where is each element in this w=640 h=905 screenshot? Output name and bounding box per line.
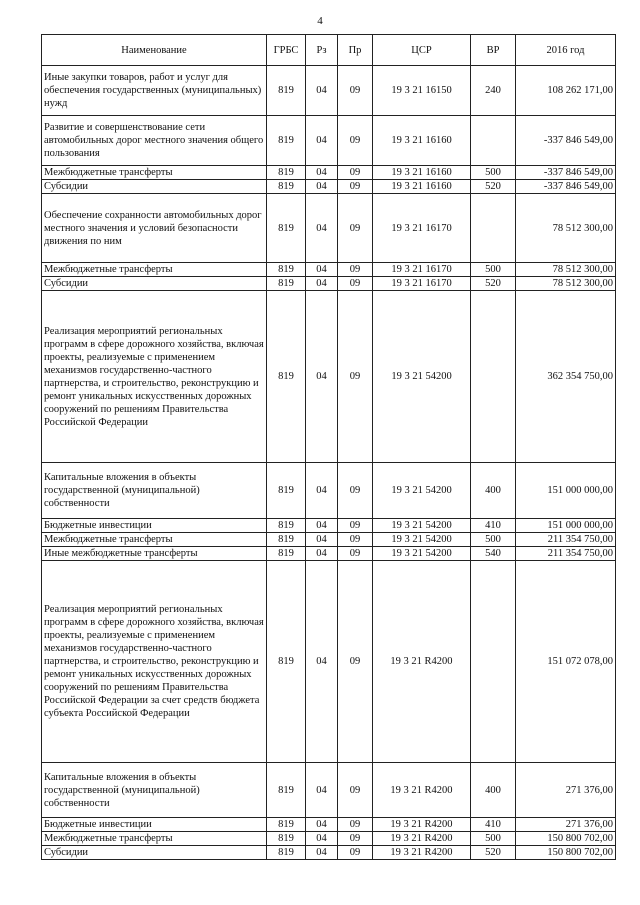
cell-csr: 19 3 21 16160 bbox=[373, 180, 471, 194]
cell-vr: 410 bbox=[471, 519, 516, 533]
cell-name: Обеспечение сохранности автомобильных дорог местного значения и условий безопасности движения по ним bbox=[42, 194, 267, 263]
cell-rz: 04 bbox=[306, 291, 338, 463]
cell-amount: 151 000 000,00 bbox=[516, 463, 616, 519]
cell-name: Бюджетные инвестиции bbox=[42, 519, 267, 533]
budget-table bbox=[41, 34, 616, 860]
cell-amount: 362 354 750,00 bbox=[516, 291, 616, 463]
cell-name: Субсидии bbox=[42, 846, 267, 860]
cell-vr: 500 bbox=[471, 263, 516, 277]
cell-amount: -337 846 549,00 bbox=[516, 180, 616, 194]
cell-csr: 19 3 21 54200 bbox=[373, 519, 471, 533]
cell-pr: 09 bbox=[338, 66, 373, 116]
cell-pr: 09 bbox=[338, 291, 373, 463]
cell-amount: 211 354 750,00 bbox=[516, 547, 616, 561]
cell-grbs: 819 bbox=[267, 561, 306, 763]
cell-vr bbox=[471, 116, 516, 166]
cell-name: Иные закупки товаров, работ и услуг для обеспечения государственных (муниципальных) нужд bbox=[42, 66, 267, 116]
cell-vr bbox=[471, 291, 516, 463]
cell-name: Субсидии bbox=[42, 277, 267, 291]
cell-grbs: 819 bbox=[267, 291, 306, 463]
table-row bbox=[42, 194, 616, 263]
page-number: 4 bbox=[317, 15, 323, 27]
table-row bbox=[42, 463, 616, 519]
cell-vr: 520 bbox=[471, 846, 516, 860]
cell-name: Бюджетные инвестиции bbox=[42, 818, 267, 832]
cell-pr: 09 bbox=[338, 846, 373, 860]
cell-amount: 150 800 702,00 bbox=[516, 832, 616, 846]
cell-pr: 09 bbox=[338, 561, 373, 763]
cell-name: Капитальные вложения в объекты государственной (муниципальной) собственности bbox=[42, 763, 267, 818]
cell-rz: 04 bbox=[306, 763, 338, 818]
header-pr: Пр bbox=[338, 35, 373, 66]
cell-csr: 19 3 21 R4200 bbox=[373, 846, 471, 860]
cell-csr: 19 3 21 54200 bbox=[373, 291, 471, 463]
cell-csr: 19 3 21 16170 bbox=[373, 263, 471, 277]
cell-pr: 09 bbox=[338, 180, 373, 194]
cell-csr: 19 3 21 16160 bbox=[373, 116, 471, 166]
cell-name: Межбюджетные трансферты bbox=[42, 832, 267, 846]
cell-csr: 19 3 21 16150 bbox=[373, 66, 471, 116]
table-row bbox=[42, 116, 616, 166]
cell-rz: 04 bbox=[306, 66, 338, 116]
table-row bbox=[42, 561, 616, 763]
cell-rz: 04 bbox=[306, 277, 338, 291]
cell-csr: 19 3 21 R4200 bbox=[373, 832, 471, 846]
cell-name: Межбюджетные трансферты bbox=[42, 533, 267, 547]
cell-pr: 09 bbox=[338, 116, 373, 166]
cell-pr: 09 bbox=[338, 533, 373, 547]
cell-grbs: 819 bbox=[267, 846, 306, 860]
table-row bbox=[42, 846, 616, 860]
cell-csr: 19 3 21 54200 bbox=[373, 533, 471, 547]
table-row bbox=[42, 832, 616, 846]
cell-csr: 19 3 21 16170 bbox=[373, 194, 471, 263]
header-rz: Рз bbox=[306, 35, 338, 66]
cell-vr: 520 bbox=[471, 277, 516, 291]
cell-pr: 09 bbox=[338, 818, 373, 832]
header-year: 2016 год bbox=[516, 35, 616, 66]
header-vr: ВР bbox=[471, 35, 516, 66]
cell-grbs: 819 bbox=[267, 818, 306, 832]
cell-grbs: 819 bbox=[267, 166, 306, 180]
cell-name: Межбюджетные трансферты bbox=[42, 166, 267, 180]
cell-rz: 04 bbox=[306, 180, 338, 194]
cell-amount: 150 800 702,00 bbox=[516, 846, 616, 860]
cell-grbs: 819 bbox=[267, 180, 306, 194]
cell-grbs: 819 bbox=[267, 263, 306, 277]
cell-vr: 500 bbox=[471, 166, 516, 180]
table-row bbox=[42, 277, 616, 291]
cell-vr bbox=[471, 194, 516, 263]
table-row bbox=[42, 66, 616, 116]
header-grbs: ГРБС bbox=[267, 35, 306, 66]
table-row bbox=[42, 519, 616, 533]
table-row bbox=[42, 533, 616, 547]
table-header-row bbox=[42, 35, 616, 66]
cell-grbs: 819 bbox=[267, 533, 306, 547]
cell-vr: 400 bbox=[471, 763, 516, 818]
table-row bbox=[42, 263, 616, 277]
header-name: Наименование bbox=[42, 35, 267, 66]
cell-vr: 500 bbox=[471, 533, 516, 547]
cell-name: Субсидии bbox=[42, 180, 267, 194]
cell-rz: 04 bbox=[306, 818, 338, 832]
cell-amount: 78 512 300,00 bbox=[516, 194, 616, 263]
cell-csr: 19 3 21 54200 bbox=[373, 463, 471, 519]
cell-pr: 09 bbox=[338, 277, 373, 291]
cell-rz: 04 bbox=[306, 166, 338, 180]
table-row bbox=[42, 818, 616, 832]
cell-pr: 09 bbox=[338, 166, 373, 180]
cell-csr: 19 3 21 R4200 bbox=[373, 818, 471, 832]
cell-name: Иные межбюджетные трансферты bbox=[42, 547, 267, 561]
cell-rz: 04 bbox=[306, 846, 338, 860]
cell-pr: 09 bbox=[338, 263, 373, 277]
cell-pr: 09 bbox=[338, 763, 373, 818]
cell-vr: 400 bbox=[471, 463, 516, 519]
table-row bbox=[42, 166, 616, 180]
cell-csr: 19 3 21 R4200 bbox=[373, 763, 471, 818]
cell-amount: 78 512 300,00 bbox=[516, 263, 616, 277]
cell-name: Реализация мероприятий региональных программ в сфере дорожного хозяйства, включая проекты, реализуемые с применением механизмов государственно-частного партнерства, и строительство, реконструкцию и ремонт уникальных искусственных дорожных сооружений по решениям Правительства Российской Федерации bbox=[42, 291, 267, 463]
cell-rz: 04 bbox=[306, 519, 338, 533]
cell-amount: 108 262 171,00 bbox=[516, 66, 616, 116]
cell-rz: 04 bbox=[306, 263, 338, 277]
cell-name: Развитие и совершенствование сети автомобильных дорог местного значения общего пользования bbox=[42, 116, 267, 166]
cell-pr: 09 bbox=[338, 832, 373, 846]
cell-rz: 04 bbox=[306, 533, 338, 547]
cell-grbs: 819 bbox=[267, 463, 306, 519]
cell-csr: 19 3 21 16170 bbox=[373, 277, 471, 291]
cell-rz: 04 bbox=[306, 116, 338, 166]
cell-amount: 151 072 078,00 bbox=[516, 561, 616, 763]
cell-pr: 09 bbox=[338, 463, 373, 519]
cell-vr: 240 bbox=[471, 66, 516, 116]
cell-pr: 09 bbox=[338, 547, 373, 561]
cell-csr: 19 3 21 54200 bbox=[373, 547, 471, 561]
cell-grbs: 819 bbox=[267, 277, 306, 291]
cell-rz: 04 bbox=[306, 561, 338, 763]
cell-pr: 09 bbox=[338, 519, 373, 533]
cell-amount: -337 846 549,00 bbox=[516, 116, 616, 166]
cell-grbs: 819 bbox=[267, 519, 306, 533]
cell-pr: 09 bbox=[338, 194, 373, 263]
cell-rz: 04 bbox=[306, 463, 338, 519]
cell-grbs: 819 bbox=[267, 547, 306, 561]
cell-grbs: 819 bbox=[267, 66, 306, 116]
cell-grbs: 819 bbox=[267, 763, 306, 818]
cell-vr: 500 bbox=[471, 832, 516, 846]
table-row bbox=[42, 291, 616, 463]
cell-grbs: 819 bbox=[267, 832, 306, 846]
cell-vr bbox=[471, 561, 516, 763]
cell-amount: 271 376,00 bbox=[516, 763, 616, 818]
cell-amount: 271 376,00 bbox=[516, 818, 616, 832]
cell-vr: 410 bbox=[471, 818, 516, 832]
cell-name: Реализация мероприятий региональных программ в сфере дорожного хозяйства, включая проекты, реализуемые с применением механизмов государственно-частного партнерства, и строительство, реконструкцию и ремонт уникальных искусственных дорожных сооружений по решениям Правительства Российской Федерации за счет средств бюджета субъекта Российской Федерации bbox=[42, 561, 267, 763]
cell-csr: 19 3 21 16160 bbox=[373, 166, 471, 180]
cell-vr: 520 bbox=[471, 180, 516, 194]
cell-grbs: 819 bbox=[267, 116, 306, 166]
table-row bbox=[42, 180, 616, 194]
table-row bbox=[42, 763, 616, 818]
cell-rz: 04 bbox=[306, 832, 338, 846]
cell-amount: 78 512 300,00 bbox=[516, 277, 616, 291]
cell-amount: 151 000 000,00 bbox=[516, 519, 616, 533]
cell-amount: -337 846 549,00 bbox=[516, 166, 616, 180]
cell-amount: 211 354 750,00 bbox=[516, 533, 616, 547]
cell-csr: 19 3 21 R4200 bbox=[373, 561, 471, 763]
table-row bbox=[42, 547, 616, 561]
cell-vr: 540 bbox=[471, 547, 516, 561]
header-csr: ЦСР bbox=[373, 35, 471, 66]
cell-name: Межбюджетные трансферты bbox=[42, 263, 267, 277]
cell-rz: 04 bbox=[306, 194, 338, 263]
cell-rz: 04 bbox=[306, 547, 338, 561]
cell-grbs: 819 bbox=[267, 194, 306, 263]
cell-name: Капитальные вложения в объекты государственной (муниципальной) собственности bbox=[42, 463, 267, 519]
